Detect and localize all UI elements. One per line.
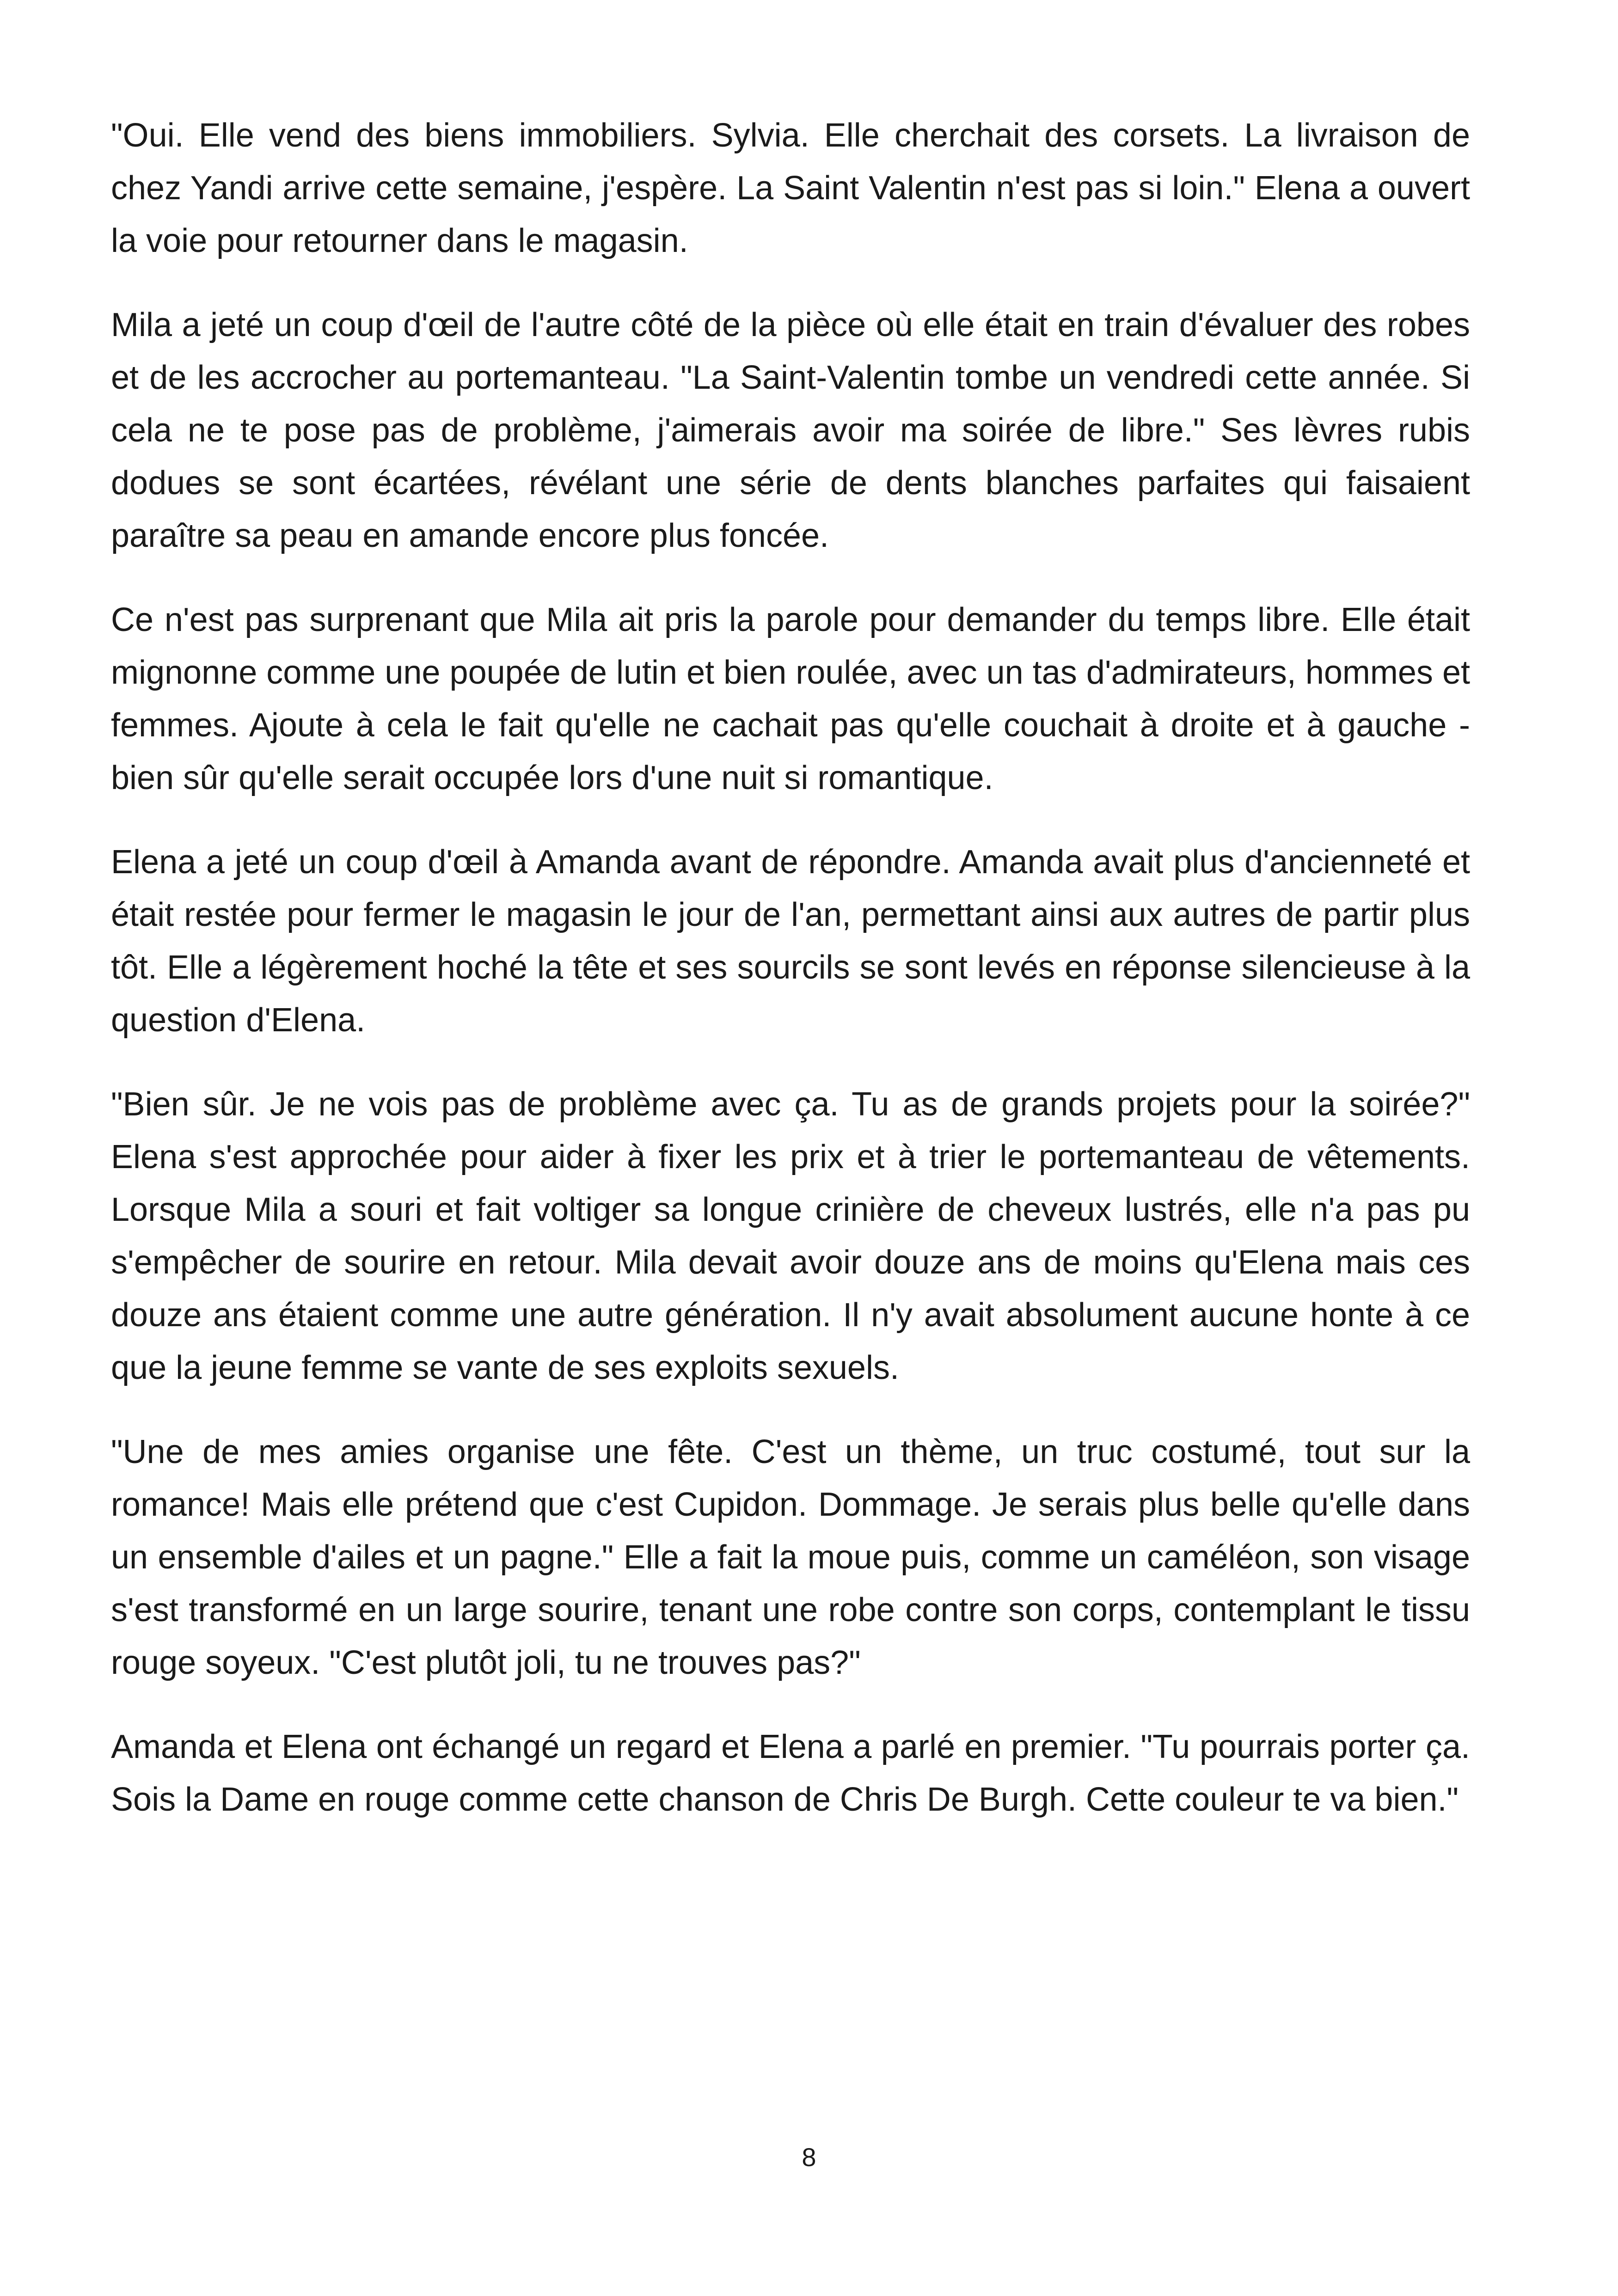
paragraph-7: Amanda et Elena ont échangé un regard et Elena a parlé en premier. "Tu pourrais porter ça. Sois la Dame en rouge comme cette chanson de Chris De Burgh. Cette couleur te va bien." [111,1728,1470,1818]
page-number: 8 [802,2143,816,2172]
paragraph-2: Mila a jeté un coup d'œil de l'autre côté de la pièce où elle était en train d'évaluer des robes et de les accrocher au portemanteau. "La Saint-Valentin tombe un vendredi cette année. Si cela ne te pose pas de problème, j'aimerais avoir ma soirée de libre." Ses lèvres rubis dodues se sont écartées, révélant une série de dents blanches parfaites qui faisaient paraître sa peau en amande encore plus foncée. [111,306,1470,554]
paragraph-4: Elena a jeté un coup d'œil à Amanda avant de répondre. Amanda avait plus d'ancienneté et était restée pour fermer le magasin le jour de l'an, permettant ainsi aux autres de partir plus tôt. Elle a légèrement hoché la tête et ses sourcils se sont levés en réponse silencieuse à la question d'Elena. [111,844,1470,1039]
paragraph-5: "Bien sûr. Je ne vois pas de problème avec ça. Tu as de grands projets pour la soirée?" Elena s'est approchée pour aider à fixer les prix et à trier le portemanteau de vêtements. Lorsque Mila a souri et fait voltiger sa longue crinière de cheveux lustrés, elle n'a pas pu s'empêcher de sourire en retour. Mila devait avoir douze ans de moins qu'Elena mais ces douze ans étaient comme une autre génération. Il n'y avait absolument aucune honte à ce que la jeune femme se vante de ses exploits sexuels. [111,1086,1470,1386]
paragraph-3: Ce n'est pas surprenant que Mila ait pris la parole pour demander du temps libre. Elle était mignonne comme une poupée de lutin et bien roulée, avec un tas d'admirateurs, hommes et femmes. Ajoute à cela le fait qu'elle ne cachait pas qu'elle couchait à droite et à gauche - bien sûr qu'elle serait occupée lors d'une nuit si romantique. [111,601,1470,796]
paragraph-6: "Une de mes amies organise une fête. C'est un thème, un truc costumé, tout sur la romance! Mais elle prétend que c'est Cupidon. Dommage. Je serais plus belle qu'elle dans un ensemble d'ailes et un pagne." Elle a fait la moue puis, comme un caméléon, son visage s'est transformé en un large sourire, tenant une robe contre son corps, contemplant le tissu rouge soyeux. "C'est plutôt joli, tu ne trouves pas?" [111,1433,1470,1681]
body-text [111,109,1470,1857]
paragraph-1: "Oui. Elle vend des biens immobiliers. Sylvia. Elle cherchait des corsets. La livraison de chez Yandi arrive cette semaine, j'espère. La Saint Valentin n'est pas si loin." Elena a ouvert la voie pour retourner dans le magasin. [111,117,1470,259]
